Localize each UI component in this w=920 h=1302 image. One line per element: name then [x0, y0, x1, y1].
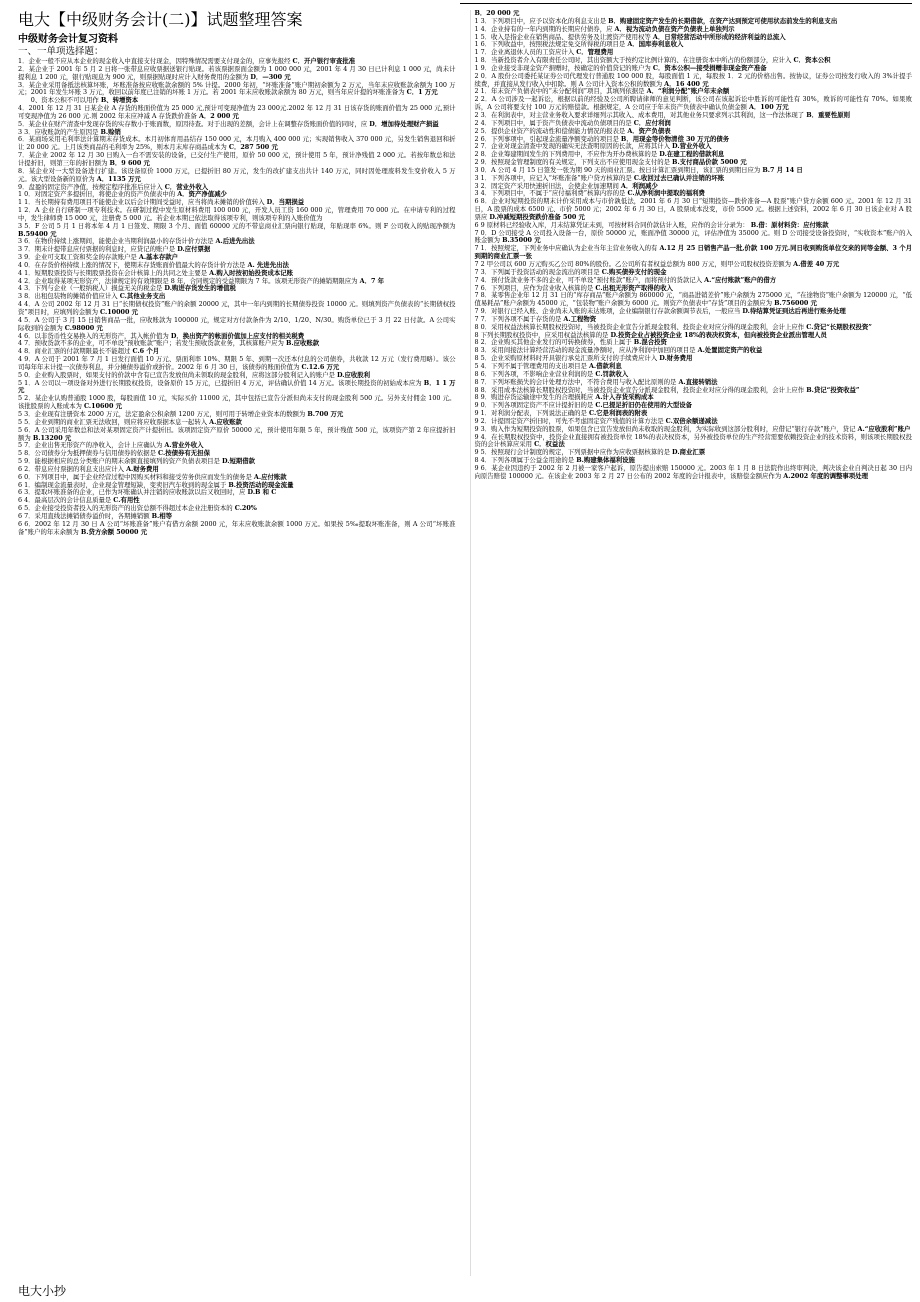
question-text: 2 0．A 股份公司委托某证券公司代理发行普通股 100 000 股，每股面值 1 元，每股按 1．2 元的价格出售。按协议，证券公司按发行收入的 3%计提手续费，并直接从发行收入中扣除。则 A 公司计入资本公积的数额为: [474, 71, 912, 88]
question-item: [18, 105, 456, 121]
question-text: 1 5．收入是指企业在销售商品、提供劳务及让渡资产使用权等: [474, 32, 651, 41]
question-answer: A．日常经营活动中所形成的经济利益的总流入: [652, 32, 786, 41]
question-text: 5 4．下列不属于管理费用的支出项目是: [474, 361, 587, 370]
question-text: 6 8．企业对短期投资的期末计价采用成本与市价孰低法，2001 年 6 月 30 日“短期投资—跌价准备—A 股票”账户贷方余额 600 元。2001 年 12 月 31 日，A 股票的成本 6500 元、市价 5000 元；2002 年 6 月 30 日，A 股票成本没变，市价 5500 元。根据上述资料，2002 年 6 月 30 日该企业对 A 股票应: [474, 197, 912, 221]
question-answer: B．重要性原则: [806, 110, 850, 119]
question-text: 4 7．预收货款不多的企业，可不单设“预收账款”账户；若发生预收货款业务，其核算账户应为: [18, 339, 284, 348]
question-text: 6 5．企业接受投资者投入的无形资产的出资总额不得超过本企业注册资本的: [18, 504, 233, 513]
question-item: [18, 82, 456, 98]
question-list-right: [475, 10, 913, 481]
question-answer: C.按债券有无担保: [158, 449, 210, 458]
question-answer: C.购买债券支付的现金: [601, 267, 667, 276]
right-column: [470, 10, 913, 1276]
question-text: 4 9．A 公司于 2001 年 7 月 1 日发行面值 10 万元、票面利率 10%、期限 5 年、到期一次还本付息的公司债券，共收款 12 万元（发行费用略）。该公司每年年末计提一次债券利息，并分摊债券溢价或折价。2002 年 6 月 30 日，该债券的账面价值为: [18, 355, 456, 371]
question-answer: B.投资活动的现金流量: [228, 480, 294, 489]
question-text: 9．盘盈的固定资产净值，按规定程序批准后应计入: [18, 182, 163, 191]
question-text: 5 6．A 公司采用年数总和法对某项固定资产计提折旧。该项固定资产原价 50000 元，预计使用年限 5 年，预计残值 500 元，该项资产第 2 年应提折旧额为: [18, 425, 456, 442]
question-answer: B．1 1 万元: [18, 378, 456, 395]
question-answer: B.借：原材料贷：应付账款: [750, 220, 829, 229]
question-answer: C.它是利润表的附表: [588, 409, 648, 418]
question-text: 3 9．企业可支取工资和奖金的存款账户是: [18, 253, 137, 262]
question-answer: C．资本公积—接受捐赠非现金资产准备: [652, 63, 767, 72]
question-text: 3 4．下列项目中，不属于“应付福利费”核算内容的是: [474, 189, 626, 198]
question-text: 3 6．在物价持续上涨期间，能使企业当期利润最小的存货计价方法是: [18, 237, 214, 246]
question-answer: A.基本存款户: [138, 253, 178, 262]
question-text: 6 7．采用直线法摊销债券溢价时，各期摊销额: [18, 511, 150, 520]
question-answer: C．287 500 元: [228, 143, 278, 152]
question-answer: B.35000 元: [502, 236, 541, 245]
question-answer: A.“应付账款”账户的借方: [704, 275, 777, 284]
question-answer: A.直接转销法: [678, 377, 718, 386]
question-answer: B.混合投资: [633, 338, 667, 347]
question-item: [475, 292, 913, 308]
question-text: 8 6．下列各项，不影响企业营业利润的是: [474, 369, 594, 378]
question-text: 1 2．A 企业自行研制一项专利技术。在研制过程中发生原材料费用 100 000 元，开发人员工资 160 000 元，管理费用 70 000 元。在申请专利的过程中，发生律师费 15 000 元，注册费 5 000 元。若企业本期已依法取得该项专利，则该项专利的入账价值为: [18, 206, 456, 222]
question-answer: C．开户银行审查批准: [292, 57, 356, 65]
question-text: 8 3．采用间接法计算经营活动的现金流量净额时，应从净利润中加回的项目是: [474, 346, 696, 355]
question-item: [475, 434, 913, 450]
question-item: [18, 427, 456, 443]
question-text: 5 9．能根据相应的总分类账户的期末余额直接填列的资产负债表项目是: [18, 457, 220, 466]
question-answer: A.借差 40 万元: [793, 260, 840, 268]
question-text: 2 2．A 公司涉及一起诉讼，根据以前的经验及公司所聘请律师的意见判断，该公司在该起诉讼中胜诉的可能性有 30%，败诉的可能性有 70%。如果败诉，A 公司将要支付 100 万元的赔偿款。根据规定，A 公司应于年末资产负债表中确认负债金额: [474, 95, 912, 112]
question-answer: A．利润减少: [620, 181, 658, 190]
question-text: 2 4．下列项目中，属于资产负债表中流动负债项目的是: [474, 118, 632, 127]
question-answer: A．1135 万元: [96, 174, 141, 183]
question-text: 6 1．编制现金流量表时，企业现金管理短缺，变卖旧汽车收到的现金属于: [18, 480, 227, 489]
question-text: 1 1．当长期持有费用项目不能使企业以后会计期间受益时，应当将尚未摊销的价值转入: [18, 198, 265, 207]
question-text: 5 3．企业现有注册资本 2000 万元，法定盈余公积余额 1200 万元，则可用于转增企业资本的数额为: [18, 409, 306, 418]
question-answer: A.工程物资: [563, 314, 597, 323]
question-text: 8 2．企业购买其他企业发行的可转换债券，性质上属于: [474, 338, 632, 347]
question-answer: B.59400 元: [18, 229, 57, 238]
question-item: [18, 380, 456, 396]
question-item: [18, 152, 456, 168]
question-answer: C.10000 元: [100, 308, 139, 316]
question-text: 9 1．对利润分配表，下列说法正确的是: [474, 409, 587, 418]
question-item: [475, 230, 913, 246]
question-text: 7 0．D 公司接受 A 公司投入设备一台，原价 50000 元，账面净值 30000 元，评估净值为 35000 元。则 D 公司接受设备投资时，“实收资本”账户的入账金额为: [474, 228, 912, 245]
question-text: 3．某企业采用备抵法核算坏账，坏账准备按应收账款余额的 5% 计提。2000 年初，“坏账准备”账户期初余额为 2 万元，当年末应收账款余额为 100 万元；2001 年发生坏账 3 万元，收回以前年度已注销的坏账 1 万元。若 2001 年末应收账款余额为 80 万元，则当年应计提的坏账准备为: [18, 80, 456, 97]
question-text: 1 4．企业持有的一年内到期的长期应付债券，应: [474, 24, 613, 33]
question-answer: B.7 月 14 日: [762, 165, 803, 174]
question-text: 3 5．F 公司 5 月 1 日将本年 4 月 1 日签发、期限 3 个月、面值 60000 元的不带息商业汇票向银行贴现，年贴现率 6%。则 F 公司收入的贴现净额为: [18, 221, 456, 230]
question-text: 9 2．计提固定资产折旧时，可先不考虑固定资产残值的计算方法是: [474, 416, 664, 425]
question-answer: C.20%: [234, 504, 257, 513]
question-answer: C.其他业务支出: [119, 292, 166, 301]
question-item: [475, 245, 913, 261]
question-answer: A.处置固定资产的收益: [697, 346, 763, 355]
question-answer: D.冲减短期投资跌价准备 500 元: [489, 212, 585, 221]
question-item: [475, 198, 913, 222]
question-text: 3 0．A 公司 4 月 15 日签发一张为期 90 天的商业汇票。按日计算汇票到期日，该汇票的到期日应为: [474, 165, 761, 174]
question-item: [18, 207, 456, 223]
question-answer: B.700 万元: [307, 409, 344, 418]
question-text: 7 2 甲公司以 600 万元购买乙公司 80%的股份。乙公司所有者权益总额为 800 万元，则甲公司股权投资差额为: [474, 260, 792, 268]
question-answer: A．资产负债表: [627, 126, 671, 135]
question-text: 2 8．企业筹建期间发生的下列费用中，不应作为开办费核算的是: [474, 150, 658, 159]
question-text: 1．企业一般不应从本企业的现金收入中直接支付现金，因特殊情况需要支付现金的，应事先报经: [18, 57, 291, 65]
question-answer: B.756000 元: [774, 299, 817, 308]
question-item: [18, 521, 456, 537]
question-item: [18, 301, 456, 317]
question-text: 8 4．下列各项属于公益金用途的是: [474, 456, 575, 465]
question-answer: A.借款利息: [588, 361, 622, 370]
question-answer: D.待结算凭证到达后再进行账务处理: [742, 307, 846, 316]
question-answer: D．增加待处理财产损溢: [369, 119, 439, 128]
question-item: [18, 66, 456, 82]
question-text: 8．某企业对一大型设备进行扩建。该设备原价 1000 万元，已提折旧 80 万元，发生的改扩建支出共计 140 万元，同时因处理废料发生变价收入 5 万元。该大型设备新的原价为: [18, 166, 456, 183]
question-answer: A.计入存货采购成本: [595, 393, 654, 402]
question-text: 6．某商场采用毛利率法计算期末存货成本。本月初体育用品结存 150 000 元，本月购入 400 000 元；实现销售收入 370 000 元，另发生销售退回和折让 20 000 元。上月该类商品的毛利率为 25%，则本月末库存商品成本为: [18, 135, 456, 152]
question-text: 6 6．2002 年 12 月 30 日 A 公司“坏账准备”账户有借方余额 2000 元，年末应收账款余额 1000 万元。如果按 5‰提取坏账准备，则 A 公司“坏账准备”账户的年末余额为: [18, 519, 456, 536]
question-answer: B.购建集体福利设施: [576, 456, 635, 465]
document-title: 电大【中级财务会计(二)】试题整理答案: [18, 10, 303, 29]
question-answer: A.应收账款: [209, 417, 242, 426]
question-text: 9 5．按照现行会计制度的规定，下列票据中应作为应收票据核算的是: [474, 448, 670, 457]
question-text: 7 8．某零售企业年 12 月 31 日的“库存商品”账户余额为 860000 元，“商品进销差价”账户余额为 275000 元，“在途物资”账户余额为 120000 元，“低值易耗品”账户余额为 45000 元，“包装物”账户余额为 6000 元。则资产负债表中“存货”项目的金额应为: [474, 291, 912, 308]
question-list-left: [18, 58, 456, 536]
question-answer: D．换出资产的帐面价值加上应支付的相关税费: [170, 331, 305, 340]
question-text: 1 3．下列项目中，应予以资本化的利息支出是: [474, 16, 607, 25]
question-answer: A.12 月 25 日销售产品一批,价款 100 万元.同日收到购货单位交来的同等金额、3 个月到期的商业汇票一张: [474, 244, 912, 261]
question-answer: A．100 万元: [748, 103, 789, 112]
question-text: 7 9．对银行已经入账、企业尚未入账的未达账项，企业编制银行存款余额调节表后，一般应当: [474, 307, 741, 316]
question-text: 2 5．提供企业资产的流动性和偿债能力情况的报表是: [474, 126, 626, 135]
question-answer: C.出租无形资产取得的收入: [595, 283, 673, 292]
question-answer: B．20 000 元: [474, 10, 520, 17]
question-answer: B．9 600 元: [109, 158, 150, 167]
question-answer: C.12.6 万元: [301, 362, 340, 371]
question-item: [475, 96, 913, 112]
question-answer: C.贷记“长期股权投资”: [806, 322, 872, 331]
question-answer: A．资产净值减少: [177, 190, 227, 199]
question-text: 9 0．下列各项固定资产不应计提折旧的是: [474, 401, 594, 410]
question-text: 1 7．企业离退休人员的工资应计入: [474, 48, 575, 57]
question-text: 1 0．对固定资产多提折旧，将使企业的资产负债表中的: [18, 190, 176, 199]
question-answer: C．管理费用: [576, 48, 614, 57]
question-text: 9 3．购入作为短期投资的股票，如果包含已宣告发放但尚未收取的现金股利，为实际收到这部分股利时，应借记“银行存款”账户，贷记: [474, 424, 856, 433]
question-text: 4 1．短期股票投资与长期股票投资在会计核算上的共同之处主要是: [18, 268, 208, 277]
question-answer: A．7 年: [359, 276, 385, 285]
question-answer: B.13200 元: [32, 433, 72, 442]
question-answer: B、转增资本: [100, 96, 139, 105]
question-answer: C.从净利润中提取的福利费: [627, 189, 705, 198]
question-answer: D.在建工程的借款利息: [659, 150, 725, 159]
question-answer: D.投资企业占被投资企业 18%的表决权资本，但向被投资企业派出管理人员: [610, 330, 827, 339]
question-text: 2 9．按照现金管理制度的有关规定，下列支出不应使用现金支付的是: [474, 158, 670, 167]
question-text: 8 5．企业采购原材料时开具银行承兑汇票所支付的手续费应计入: [474, 354, 658, 363]
question-text: 0、资本公积不可以用作: [18, 96, 99, 105]
question-text: 9 6．某企业因违约于 2002 年 2 月被一家客户起诉，原告提出索赔 150000 元。2003 年 1 月 8 日法院作出终审判决，判决该企业自判决日起 30 日内向原告赔偿 100000 元。在该企业 2003 年 2 月 27 日公布的 2002 年度的会计报表中，该赔偿金额应作为: [474, 463, 912, 480]
question-text: 5 8．公司债券分为抵押债券与信用债券的依据是: [18, 449, 156, 458]
question-answer: A. 先进先出法: [247, 260, 289, 269]
question-answer: A．16 400 元: [664, 79, 709, 88]
question-text: 3 8．出租包装物的摊销价值应计入: [18, 292, 118, 301]
question-answer: C.有用性: [113, 496, 140, 505]
question-text: 6 3．提取坏账准备的企业，已作为坏账确认并注销的应收账款以后又收回时，应: [18, 488, 246, 497]
question-text: 1 9．企业接受非现金资产捐赠时，按确定的价值贷记的账户为: [474, 63, 651, 72]
question-text: 8 7．下列坏账损失的会计处理方法中，不符合费用与收入配比原则的是: [474, 377, 677, 386]
question-item: [18, 317, 456, 333]
footer-note: 电大小抄: [18, 1284, 67, 1298]
question-answer: A．“利润分配”账户年末余额: [646, 87, 730, 96]
question-answer: A.应付账款: [253, 472, 287, 481]
question-text: 3 7．期末计提带息应付票据的利息时，应贷记的账户是: [18, 245, 176, 254]
question-item: [18, 136, 456, 152]
question-answer: C.已提足折旧仍在使用的大型设备: [595, 401, 693, 410]
question-answer: B.贷方余额 50000 元: [80, 527, 148, 536]
question-text: 4 0．在存货价格持续上涨的情况下，使期末存货账面价值最大的存货计价方法是: [18, 260, 246, 269]
question-text: 7 3．下列属于投资活动的现金流出的项目是: [474, 267, 600, 276]
question-answer: A.后进先出法: [215, 237, 255, 246]
question-answer: A.购入时按初始投资成本记账: [209, 268, 294, 277]
question-answer: A.营业外收入: [164, 441, 204, 450]
question-text: 5 2．某企业认购普通股 1000 股，每股面值 10 元，实际买价 11000 元，其中包括已宣告分派但尚未支付的现金股利 500 元。另外支付佣金 100 元。该批股票的入账成本为: [18, 394, 456, 411]
question-text: 7 6．下列项目，应作为营业收入核算的是: [474, 283, 594, 292]
question-text: 6 4．最高层次的会计信息质量是: [18, 496, 112, 505]
question-text: 7．某企业 2002 年 12 月 30 日购入一台不需安装的设备，已交付生产使用，原价 50 000 元，预计使用 5 年，预计净残值 2 000 元。若按年数总和法计提折旧，则第三年的折旧额为: [18, 151, 456, 167]
question-text: 2 3．在利润表中，对主营业务收入要求详细列示其收入、成本费用，对其他业务只要求列示其利润，这一作法体现了: [474, 110, 805, 119]
question-answer: A.财务费用: [126, 464, 159, 473]
question-text: 3 1．下列各项中，应记入“坏账准备”账户贷方核算的是: [474, 173, 632, 182]
question-text: 8 下列长期股权投资中，应采用权益法核算的是: [474, 330, 609, 339]
question-answer: C.10600 元: [83, 402, 123, 411]
question-answer: D．当期损益: [266, 198, 305, 207]
question-answer: B.贷记“投资收益”: [806, 385, 860, 394]
question-text: 1 6．下列收益中，按照税法规定免交所得税的项目是: [474, 40, 626, 49]
question-answer: C.98000 元: [64, 323, 103, 332]
question-answer: B.相等: [151, 511, 173, 520]
question-text: 7 7．下列各项不属于存货的是: [474, 314, 562, 323]
question-answer: C．1 万元: [406, 88, 438, 97]
question-text: 4 2．企业取得某项无形资产，法律规定的有效期限是 8 年，合同规定的受益期限为 7 年。该项无形资产的摊销期限应为: [18, 276, 358, 285]
question-answer: D.营业外收入: [672, 142, 712, 151]
left-column: [18, 10, 456, 1276]
question-answer: A．国库券利息收入: [627, 40, 684, 49]
question-item: [18, 168, 456, 184]
question-answer: D.短期借款: [221, 457, 256, 466]
question-text: 2 6．下列事项中，引起现金流量净额变动的项目是: [474, 134, 619, 143]
question-text: 8 0．采用权益法核算长期股权投资时，当被投资企业宣告分派现金股利、投资企业对应分得的现金股利，会计上应作: [474, 322, 805, 331]
question-text: 5 0．企业购入股票时，如果支付的价款中含有已宣告发放但尚未领取的现金股利，应将这部分股利记入的账户是: [18, 370, 335, 379]
question-text: 3 3．应收账款的产生原因是: [18, 127, 99, 136]
question-answer: B．用现金等价物清偿 30 万元的债务: [620, 134, 730, 143]
question-item: [18, 356, 456, 372]
question-text: 6 9 原材料已经验收入库，月末结算凭证未到，可按材料合同价款估计入账，应作的会计分录为：: [474, 220, 749, 229]
question-answer: C.收回过去已确认并注销的坏账: [633, 173, 725, 182]
question-text: 9 4．在长期股权投资中，投资企业直接拥有被投资单位 18%的表决权资本，另外被投资单位的生产经营需要依赖投资企业的技术资料，则该项长期股权投资的会计核算应采用: [474, 432, 912, 449]
question-text: 5 5．企业到期的商业汇票无法收回，则应将应收票据本息一起转入: [18, 417, 208, 426]
question-item: [18, 395, 456, 411]
question-text: 6 2．带息应付票据的利息支出应计入: [18, 464, 125, 473]
question-answer: C．权益法: [534, 440, 565, 449]
question-text: 2．某企业于 2001 年 5 月 2 日将一张带息应收票据送银行贴现。若该票据票面金额为 1 000 000 元，2001 年 4 月 30 日已计利息 1 000 元，尚未计提利息 1 200 元，银行贴现息为 900 元，则票据贴现时应计入财务费用的金额为: [18, 64, 456, 81]
question-text: 7 4．预付货款业务不多的企业，可不单设“预付账款”账户，而将预付的货款记入: [474, 275, 703, 284]
question-text: 8 9．购进存货运输途中发生的合理损耗应: [474, 393, 594, 402]
question-text: 4 8．商业汇票的付款期限最长不能超过: [18, 347, 131, 356]
question-answer: B.应收账款: [285, 339, 320, 348]
question-answer: D．—300 元: [250, 72, 291, 81]
question-answer: A.2002 年度的调整事项处理: [783, 471, 868, 480]
question-text: 4 3．下列与企业（一般纳税人）损益无关的税金是: [18, 284, 163, 293]
question-answer: D.B 和 C: [247, 488, 277, 497]
question-text: 5．某企业在财产清查中发现存货的实存数小于账面数，原因待查。对于出现的差额，会计上在调整存货账面价值的同时，应: [18, 119, 368, 128]
section-heading: 一、一单项选择题：: [18, 46, 104, 57]
question-answer: B.支付商品价款 5000 元: [672, 158, 747, 167]
question-item: [475, 465, 913, 481]
document-subtitle: 中级财务会计复习资料: [18, 34, 118, 45]
question-answer: A．2 000 元: [198, 111, 239, 120]
question-answer: B．购建固定资产发生的长期借款，在资产达到预定可使用状态前发生的利息支出: [608, 16, 838, 25]
question-answer: B.赊销: [100, 127, 121, 136]
question-answer: C．营业外收入: [164, 182, 209, 191]
question-text: 8 8．采用成本法核算长期股权投资时，当被投资企业宣告分派现金股利，投资企业对应分得的现金股利，会计上应作: [474, 385, 805, 394]
question-text: 5 1．A 公司以一项设备对外进行长期股权投资，设备原价 15 万元，已提折旧 4 万元，评估确认价值 14 万元。该项长期投资的初始成本应为: [18, 378, 422, 387]
question-text: 4 4．A 公司 2002 年 12 月 31 日“长期债权投资”账户的余额 20000 元，其中一年内到期的长期债券投资 10000 元。则填列资产负债表的“长期债权投资”项目时，应填列的金额为: [18, 300, 456, 316]
question-answer: D.财务费用: [659, 354, 693, 363]
question-text: 6 0．下列项目中，属于企业经营过程中因购买材料和接受劳务供应而发生的债务是: [18, 472, 252, 481]
question-text: 2 1．年末资产负债表中的“未分配利润”项目，其填列依据是: [474, 87, 645, 96]
question-text: 3 2．固定资产采用快速折旧法，会使企业加速期间: [474, 181, 619, 190]
question-answer: D.应收股利: [336, 370, 371, 379]
question-answer: C．资本公积: [793, 56, 831, 65]
question-text: 2 7．企业对现金清查中发现的确实无法查明原因的长款，应将其计入: [474, 142, 670, 151]
question-text: 1 8．当新投资者介入有限责任公司时，其出资额大于按约定比例计算的、在注册资本中所占的份额部分，应计入: [474, 56, 792, 65]
question-answer: D.购进存货发生的增值税: [164, 284, 236, 293]
question-answer: C.6 个月: [132, 347, 160, 356]
question-text: 4 5．A 公司于 3 月 15 日销售商品一批，应收账款为 100000 元，规定对方付款条件为 2/10、1/20、N/30。购货单位已于 3 月 22 日付款。A 公司实际收到的金额为: [18, 315, 456, 332]
question-text: 7 1．按照规定，下列业务中应确认为企业当年主营业务收入的有: [474, 244, 658, 253]
question-text: 5 7．企业出售无形资产的净收入，会计上应确认为: [18, 441, 163, 450]
question-answer: C.双倍余额递减法: [665, 416, 718, 425]
question-answer: A.“应收股利”账户: [857, 424, 911, 433]
question-text: 4．2001 年 12 月 31 日某企业 A 存货的账面价值为 25 000 元,预计可变现净值为 23 000元.2002 年 12 月 31 日该存货的账面价值为 25 000 元,预计可变现净值为 26 000 元.则 2002 年末应冲减 A 存货跌价准备: [18, 104, 456, 120]
question-answer: A．视为流动负债在资产负债表上单独列示: [614, 24, 735, 33]
question-answer: D.应付票据: [177, 245, 211, 254]
question-answer: C．应付利润: [633, 118, 671, 127]
question-answer: D.商业汇票: [672, 448, 706, 457]
question-answer: C.罚款收入: [595, 369, 629, 378]
question-text: 4 6．以非货币性交易换入的无形资产，其入帐价值为: [18, 331, 169, 340]
